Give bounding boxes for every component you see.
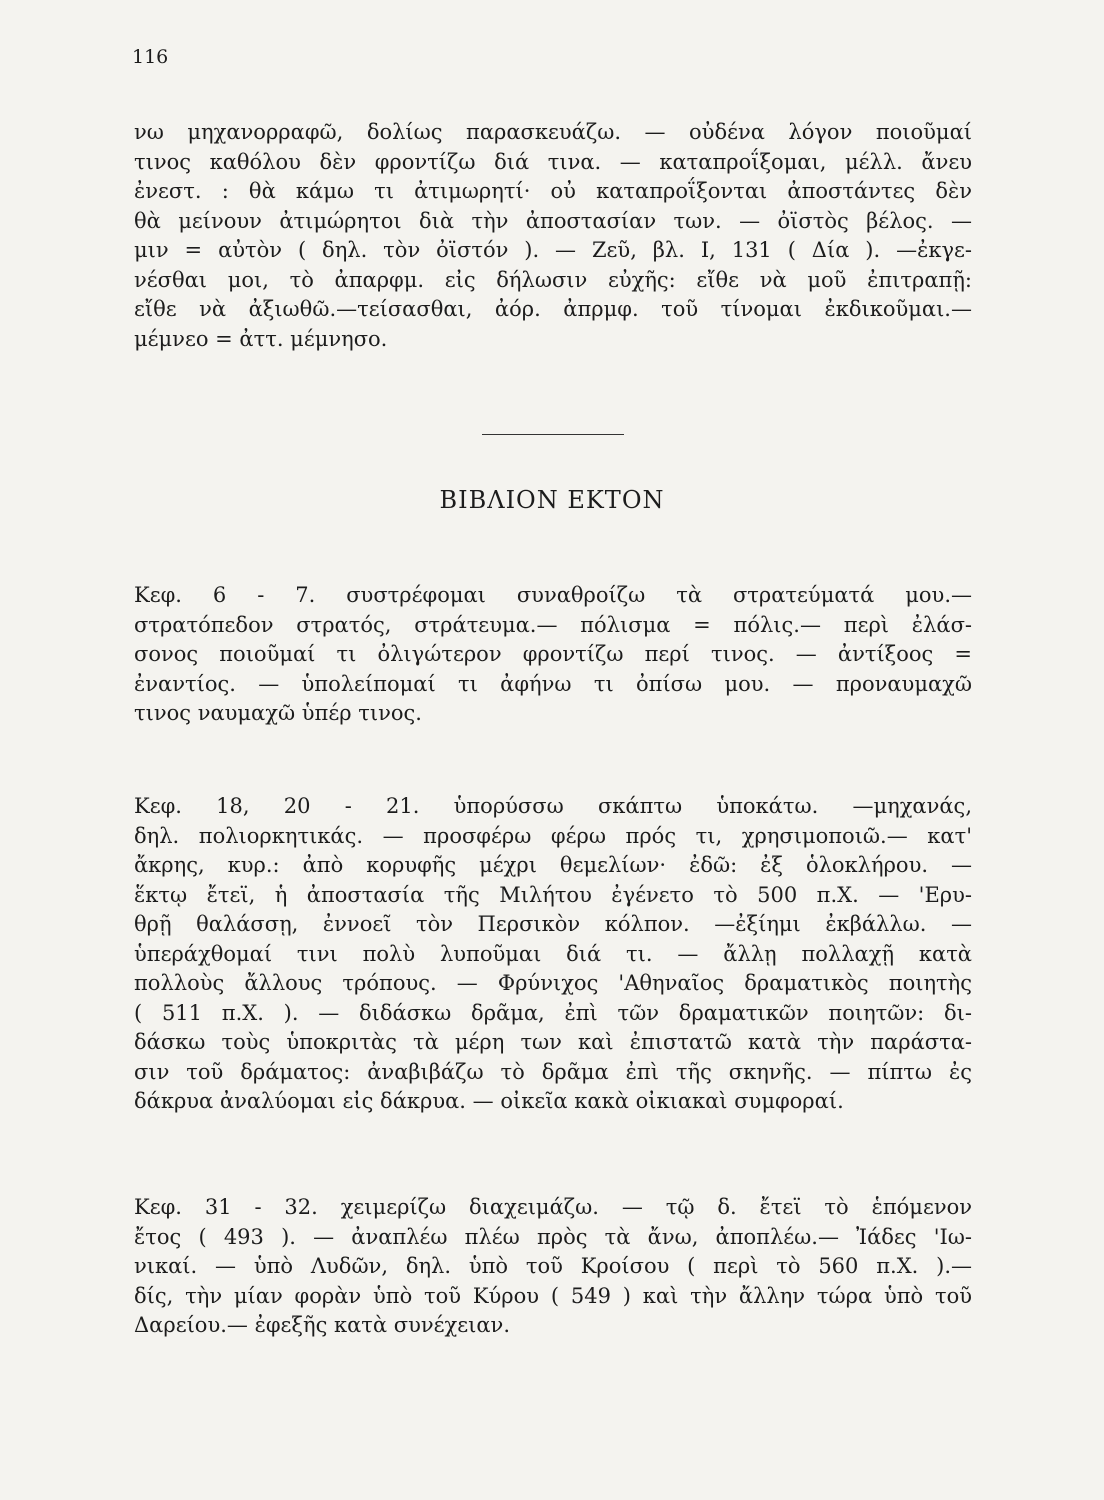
text-line: ἄκρης, κυρ.: ἀπὸ κορυφῆς μέχρι θεμελίων· ἐδῶ: ἐξ ὁλοκλήρου. — <box>134 853 972 877</box>
text-line: νικαί. — ὑπὸ Λυδῶν, δηλ. ὑπὸ τοῦ Κροίσου ( περὶ τὸ 560 π.Χ. ).— <box>134 1254 972 1278</box>
section-paragraph-3 <box>134 1193 972 1341</box>
section-paragraph-1 <box>134 581 972 729</box>
text-line: δάκρυα ἀναλύομαι εἰς δάκρυα. — οἰκεῖα κακὰ οἰκιακαὶ συμφοραί. <box>134 1089 844 1113</box>
text-line: Δαρείου.— ἐφεξῆς κατὰ συνέχειαν. <box>134 1313 510 1337</box>
text-line: νω μηχανορραφῶ, δολίως παρασκευάζω. — οὐδένα λόγον ποιοῦμαί <box>134 120 972 144</box>
text-line: Κεφ. 18, 20 - 21. ὑπορύσσω σκάπτω ὑποκάτω. —μηχανάς, <box>134 794 972 818</box>
text-line: τινος ναυμαχῶ ὑπέρ τινος. <box>134 701 422 725</box>
text-line: ὑπεράχθομαί τινι πολὺ λυποῦμαι διά τι. — ἄλλῃ πολλαχῇ κατὰ <box>134 941 972 966</box>
text-line: δηλ. πολιορκητικάς. — προσφέρω φέρω πρός τι, χρησιμοποιῶ.— κατ' <box>134 823 972 848</box>
text-line: ἐνεστ. : θὰ κάμω τι ἀτιμωρητί· οὐ καταπροΐξονται ἀποστάντες δὲν <box>134 179 972 203</box>
text-line: δίς, τὴν μίαν φορὰν ὑπὸ τοῦ Κύρου ( 549 ) καὶ τὴν ἄλλην τώρα ὑπὸ τοῦ <box>134 1283 972 1308</box>
text-line: μέμνεο = ἀττ. μέμνησο. <box>134 326 388 351</box>
text-line: σονος ποιοῦμαί τι ὀλιγώτερον φροντίζω περί τινος. — ἀντίξοος = <box>134 642 972 666</box>
text-line: ( 511 π.Χ. ). — διδάσκω δρᾶμα, ἐπὶ τῶν δραματικῶν ποιητῶν: δι- <box>134 1000 972 1025</box>
text-line: εἴθε νὰ ἀξιωθῶ.—τείσασθαι, ἀόρ. ἀπρμφ. τοῦ τίνομαι ἐκδικοῦμαι.— <box>134 297 972 321</box>
text-line: νέσθαι μοι, τὸ ἀπαρφμ. εἰς δήλωσιν εὐχῆς: εἴθε νὰ μοῦ ἐπιτραπῇ: <box>134 267 972 292</box>
text-line: θρῇ θαλάσσῃ, ἐννοεῖ τὸν Περσικὸν κόλπον. —ἐξίημι ἐκβάλλω. — <box>134 912 972 936</box>
page-number: 116 <box>132 46 169 68</box>
text-line: θὰ μείνουν ἀτιμώρητοι διὰ τὴν ἀποστασίαν των. — ὀϊστὸς βέλος. — <box>134 208 972 233</box>
text-line: πολλοὺς ἄλλους τρόπους. — Φρύνιχος 'Αθηναῖος δραματικὸς ποιητὴς <box>134 971 972 995</box>
intro-paragraph <box>134 118 972 354</box>
book-title: ΒΙΒΛΙΟΝ ΕΚΤΟΝ <box>439 486 665 514</box>
text-line: στρατόπεδον στρατός, στράτευμα.— πόλισμα = πόλις.— περὶ ἐλάσ- <box>134 612 972 637</box>
text-line: τινος καθόλου δὲν φροντίζω διά τινα. — καταπροΐξομαι, μέλλ. ἄνευ <box>134 149 972 174</box>
text-line: μιν = αὐτὸν ( δηλ. τὸν ὀϊστόν ). — Ζεῦ, βλ. Ι, 131 ( Δία ). —ἐκγε- <box>134 238 972 262</box>
text-line: Κεφ. 31 - 32. χειμερίζω διαχειμάζω. — τῷ δ. ἔτεϊ τὸ ἑπόμενον <box>134 1195 972 1219</box>
text-line: ἔτος ( 493 ). — ἀναπλέω πλέω πρὸς τὰ ἄνω, ἀποπλέω.— Ἰάδες 'Ιω- <box>134 1224 972 1249</box>
text-line: Κεφ. 6 - 7. συστρέφομαι συναθροίζω τὰ στρατεύματά μου.— <box>134 583 972 607</box>
text-line: ἐναντίος. — ὑπολείπομαί τι ἀφήνω τι ὀπίσω μου. — προναυμαχῶ <box>134 671 972 696</box>
text-line: σιν τοῦ δράματος: ἀναβιβάζω τὸ δρᾶμα ἐπὶ τῆς σκηνῆς. — πίπτω ἐς <box>134 1059 972 1084</box>
text-line: ἕκτῳ ἔτεϊ, ἡ ἀποστασία τῆς Μιλήτου ἐγένετο τὸ 500 π.Χ. — 'Ερυ- <box>134 882 972 907</box>
section-paragraph-2 <box>134 792 972 1117</box>
section-divider <box>482 434 624 435</box>
text-line: δάσκω τοὺς ὑποκριτὰς τὰ μέρη των καὶ ἐπιστατῶ κατὰ τὴν παράστα- <box>134 1030 972 1054</box>
